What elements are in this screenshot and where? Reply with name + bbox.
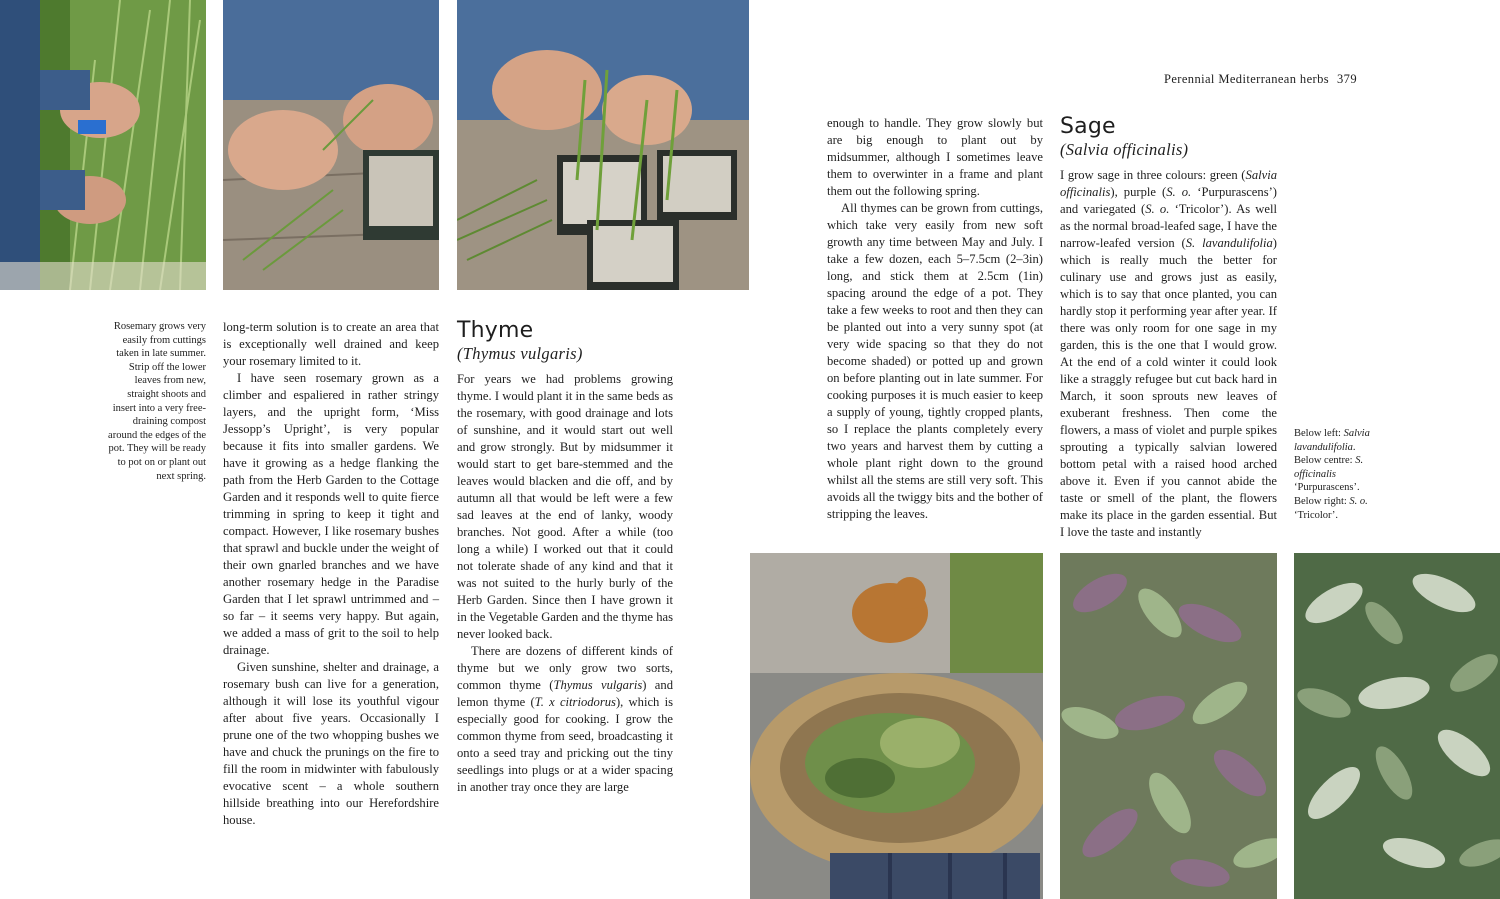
sage-heading: Sage (1060, 114, 1116, 139)
thyme-paragraph-4: All thymes can be grown from cuttings, which take very easily from new soft growth any time between May and July. I take a few dozen, each 5–7.5cm (2–3in) long, and stick them at 2.5cm (1in) spacing around the edge of a pot. They take a few weeks to root and then they can be planted out into a very sunny spot (at very wide spacing so that they do not become shaded) or potted up and grown on before planting out in late summer. For cooking purposes it is much easier to keep a supply of young, tightly cropped plants, so I replace the plants completely every two years and harvest them by cutting a whole plant right down to the ground whilst all the stems are still very soft. This avoids all the twiggy bits and the bother of stripping the leaves. (827, 201, 1043, 521)
sage-latin-name: (Salvia officinalis) (1060, 140, 1189, 159)
sage-text-column (1060, 114, 1277, 541)
photo-tricolor-sage (1294, 553, 1500, 899)
rosemary-paragraph-1: long-term solution is to create an area that is exceptionally well drained and keep your rosemary limited to it. (223, 320, 439, 368)
rosemary-paragraph-3: Given sunshine, shelter and drainage, a rosemary bush can live for a generation, although it will lose its youthful vigour after about five years. Occasionally I prune one of the two whopping bushes we have and chuck the prunings on the fire to fill the room in midwinter with fabulously evocative scent – a whole southern hillside breathing into our Herefordshire house. (223, 660, 439, 827)
thyme-heading: Thyme (457, 318, 534, 343)
thyme-text-column (457, 318, 673, 796)
thyme-text-column-continued (827, 115, 1043, 523)
rosemary-text-column (223, 319, 439, 829)
thyme-latin-name: (Thymus vulgaris) (457, 344, 583, 363)
thyme-paragraph-1: For years we had problems growing thyme. I would plant it in the same beds as the rosemary, with good drainage and lots of sunshine, and it would start out well and grow strongly. But by midsummer it would start to get bare-stemmed and the leaves would blacken and die off, and by autumn all that would be left were a few sad leaves at the end of lanky, woody branches. Not good. After a while (too long a while) I worked out that it could not tolerate shade of any kind and that it was not suited to the hurly burly of the Herb Garden. Since then I have grown it in the Vegetable Garden and the thyme has never looked back. (457, 372, 673, 641)
thyme-paragraph-3: enough to handle. They grow slowly but are big enough to plant out by midsummer, although I sometimes leave them to overwinter in a frame and plant them out the following spring. (827, 116, 1043, 198)
sage-caption: Below left: Salvia lavandulifolia. Below centre: S. officinalis ‘Purpurascens’. Below right: S. o. ‘Tricolor’. (1294, 428, 1370, 521)
page-number: 379 (1337, 72, 1357, 86)
photo-dog-with-basket (750, 553, 1043, 899)
rosemary-caption: Rosemary grows very easily from cuttings taken in late summer. Strip off the lower leaves from new, straight shoots and insert into a very free-draining compost around the edges of the pot. They will be ready to pot on or plant out next spring. (108, 321, 206, 482)
running-header (1164, 72, 1357, 87)
photo-potted-cuttings (457, 0, 749, 290)
photo-stripping-cuttings (223, 0, 439, 290)
photo-rosemary-hedge (0, 0, 206, 290)
thyme-paragraph-2: There are dozens of different kinds of thyme but we only grow two sorts, common thyme (Thymus vulgaris) and lemon thyme (T. x citriodorus), which is especially good for cooking. I grow the common thyme from seed, broadcasting it onto a seed tray and pricking out the tiny seedlings into plugs or at a wider spacing in another tray once they are large (457, 644, 673, 794)
photo-purple-sage (1060, 553, 1277, 899)
section-title: Perennial Mediterranean herbs (1164, 72, 1330, 86)
sage-paragraph-1: I grow sage in three colours: green (Salvia officinalis), purple (S. o. ‘Purpurascens’) and variegated (S. o. ‘Tricolor’). As well as the normal broad-leafed sage, I have the narrow-leafed version (S. lavandulifolia) which is really much the better for culinary use and grows just as easily, which is to say that once planted, you can hardly stop it performing year after year. If there was only room for one sage in my garden, this is the one that I would grow. At the end of a cold winter it could look like a straggly refugee but cut back hard in March, it soon sprouts new leaves of exuberant freshness. Then come the flowers, a mass of violet and purple spikes sprouting a typically salvian lowered bottom petal with a raised hood arched above it. Even if you cannot abide the taste or smell of the plant, the flowers make its place in the garden essential. But I love the taste and instantly (1060, 168, 1277, 539)
rosemary-paragraph-2: I have seen rosemary grown as a climber and espaliered in rather stringy layers, and the upright form, ‘Miss Jessopp’s Upright’, is very popular because it fits into smaller gardens. We have it growing as a hedge flanking the path from the Herb Garden to the Cottage Garden and it responds well to quite fierce trimming in spring to keep it tight and compact. However, I like rosemary bushes that sprawl and buckle under the weight of their own gnarled branches and we have another rosemary hedge in the Paradise Garden that I let sprawl untrimmed and – so far – it seems very happy. But again, we added a mass of grit to the soil to help drainage. (223, 371, 439, 657)
